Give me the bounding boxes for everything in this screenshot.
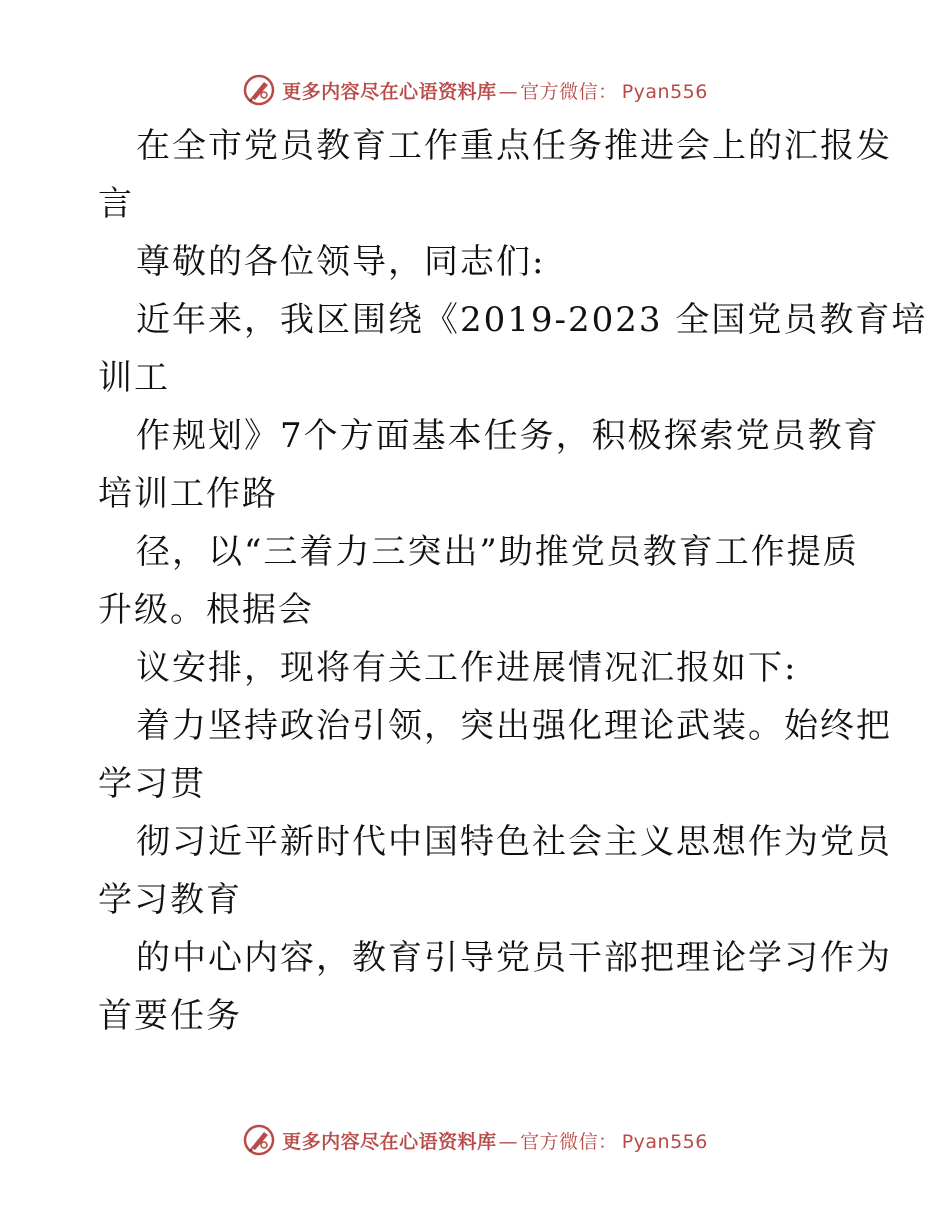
quill-pen-logo-icon xyxy=(242,1123,276,1157)
text-line: 在全市党员教育工作重点任务推进会上的汇报发 xyxy=(136,126,892,166)
text-line: 着力坚持政治引领，突出强化理论武装。始终把 xyxy=(136,706,892,746)
banner-separator: — xyxy=(498,1130,519,1153)
text-line: 的中心内容，教育引导党员干部把理论学习作为 xyxy=(136,938,892,978)
text-line: 近年来，我区围绕《2019-2023 全国党员教育培 xyxy=(136,300,928,340)
text-line: 升级。根据会 xyxy=(98,590,314,630)
banner-wechat-label: 官方微信： xyxy=(520,80,618,103)
banner-wechat-id: Pyan556 xyxy=(621,1130,708,1153)
banner-main-text: 更多内容尽在心语资料库 xyxy=(282,80,497,103)
document-body xyxy=(98,117,928,1045)
banner-wechat-label: 官方微信： xyxy=(520,1130,618,1153)
text-line: 径，以“三着力三突出”助推党员教育工作提质 xyxy=(136,532,859,572)
text-line: 学习教育 xyxy=(98,880,242,920)
banner-main-text: 更多内容尽在心语资料库 xyxy=(282,1130,497,1153)
text-line: 首要任务 xyxy=(98,996,242,1036)
footer-banner xyxy=(0,1120,950,1160)
banner-text xyxy=(282,77,708,104)
text-line: 学习贯 xyxy=(98,764,206,804)
banner-text xyxy=(282,1127,708,1154)
text-line: 尊敬的各位领导，同志们: xyxy=(136,242,546,282)
header-banner xyxy=(0,70,950,110)
text-line: 彻习近平新时代中国特色社会主义思想作为党员 xyxy=(136,822,892,862)
text-line: 议安排，现将有关工作进展情况汇报如下: xyxy=(136,648,798,688)
banner-wechat-id: Pyan556 xyxy=(621,80,708,103)
text-line: 言 xyxy=(98,184,134,224)
text-line: 作规划》7个方面基本任务，积极探索党员教育 xyxy=(136,416,880,456)
text-line: 培训工作路 xyxy=(98,474,278,514)
quill-pen-logo-icon xyxy=(242,73,276,107)
text-line: 训工 xyxy=(98,358,170,398)
banner-separator: — xyxy=(498,80,519,103)
